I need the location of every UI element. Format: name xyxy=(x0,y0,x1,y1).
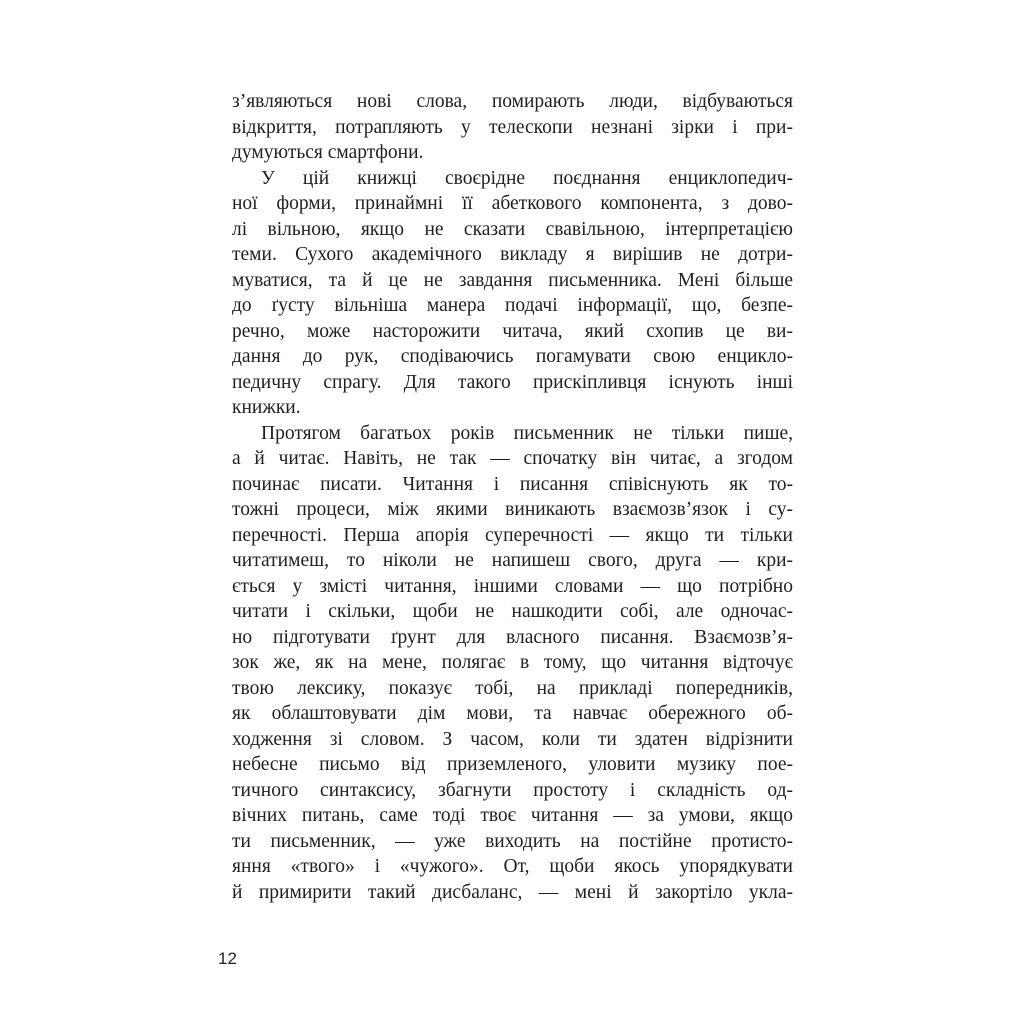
text-line: ється у змісті читання, іншими словами — що потрібно xyxy=(232,575,793,597)
text-line: тожні процеси, між якими виникають взаємозв’язок і су- xyxy=(232,499,793,520)
text-line: ходження зі словом. З часом, коли ти здатен відрізнити xyxy=(232,728,793,750)
text-line: У цій книжці своєрідне поєднання енциклопедич- xyxy=(261,167,793,189)
body-text xyxy=(232,89,793,905)
text-line: зок же, як на мене, полягає в тому, що читання відточує xyxy=(232,652,793,673)
text-line: яння «твого» і «чужого». От, щоби якось упорядкувати xyxy=(232,856,793,877)
text-line: ти письменник, — уже виходить на постійне протисто- xyxy=(232,830,793,852)
text-line: вічних питань, саме тоді твоє читання — за умови, якщо xyxy=(232,805,793,826)
text-line: речно, може насторожити читача, який схопив це ви- xyxy=(232,320,793,342)
text-line: ної форми, принаймні її абеткового компонента, з дово- xyxy=(232,193,793,214)
text-line: й примирити такий дисбаланс, — мені й закортіло укла- xyxy=(232,881,793,903)
text-line: твою лексику, показує тобі, на прикладі попередників, xyxy=(232,677,793,699)
text-line: муватися, та й це не завдання письменника. Мені більше xyxy=(232,269,793,291)
text-line: но підготувати ґрунт для власного писання. Взаємозв’я- xyxy=(232,626,793,648)
text-line: педичну спрагу. Для такого прискіпливця існують інші xyxy=(232,371,793,393)
text-line: як облаштовувати дім мови, та навчає обережного об- xyxy=(232,703,793,724)
text-line: лі вільною, якщо не сказати свавільною, інтерпретацією xyxy=(232,218,793,240)
text-line: з’являються нові слова, помирають люди, відбуваються xyxy=(232,91,793,112)
text-line: починає писати. Читання і писання співіснують як то- xyxy=(232,473,793,495)
page-number: 12 xyxy=(218,949,237,968)
text-line: тичного синтаксису, збагнути простоту і складність од- xyxy=(232,779,793,801)
text-line: думуються смартфони. xyxy=(232,142,424,163)
text-line: Протягом багатьох років письменник не тільки пише, xyxy=(261,422,793,444)
text-line: книжки. xyxy=(232,397,301,418)
text-line: теми. Сухого академічного викладу я вирішив не дотри- xyxy=(232,244,793,265)
text-line: перечності. Перша апорія суперечності — якщо ти тільки xyxy=(232,524,793,546)
text-line: до ґусту вільніша манера подачі інформації, що, безпе- xyxy=(232,295,793,316)
text-line: читатимеш, то ніколи не напишеш свого, друга — кри- xyxy=(232,550,793,571)
text-line: небесне письмо від приземленого, уловити музику пое- xyxy=(232,754,793,775)
text-line: дання до рук, сподіваючись погамувати свою енцикло- xyxy=(232,346,793,367)
text-line: читати і скільки, щоби не нашкодити собі, але одночас- xyxy=(232,601,793,622)
text-line: а й читає. Навіть, не так — спочатку він читає, а згодом xyxy=(232,448,793,469)
text-line: відкриття, потрапляють у телескопи незнані зірки і при- xyxy=(232,116,793,138)
